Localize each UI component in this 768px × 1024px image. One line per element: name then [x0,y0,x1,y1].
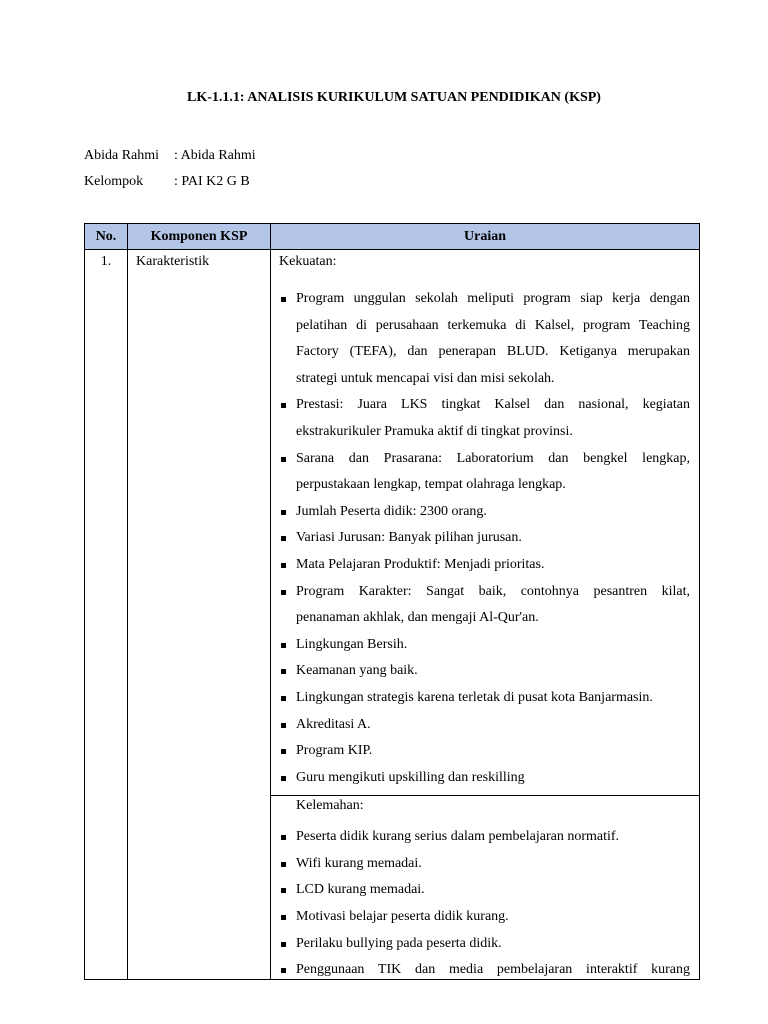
list-item [279,632,690,659]
list-item [279,738,690,765]
square-bullet-icon [281,536,286,541]
list-item-text: Program unggulan sekolah meliputi program siap kerja dengan pelatihan di perusahaan terkemuka di Kalsel, program Teaching Factory (TEFA), dan penerapan BLUD. Ketiganya merupakan strategi untuk mencapai visi dan misi sekolah. [296,291,690,386]
list-item-text: Keamanan yang baik. [296,663,418,679]
list-item-text: Penggunaan TIK dan media pembelajaran interaktif kurang [296,962,690,978]
list-item-text: Jumlah Peserta didik: 2300 orang. [296,503,487,519]
square-bullet-icon [281,510,286,515]
meta-name-value: : Abida Rahmi [174,148,256,163]
list-item [279,851,690,878]
square-bullet-icon [281,669,286,674]
weaknesses-list [279,824,690,979]
weaknesses-cell [271,796,700,980]
header-description: Uraian [271,224,700,250]
strengths-list [279,286,690,795]
table-header-row [85,224,700,250]
square-bullet-icon [281,915,286,920]
square-bullet-icon [281,590,286,595]
list-item [279,765,690,792]
list-item [279,957,690,979]
meta-group-label: Kelompok [84,174,144,189]
list-item [279,579,690,632]
list-item-text: Wifi kurang memadai. [296,855,422,871]
header-no: No. [85,224,128,250]
square-bullet-icon [281,968,286,973]
square-bullet-icon [281,723,286,728]
square-bullet-icon [281,835,286,840]
list-item [279,877,690,904]
square-bullet-icon [281,643,286,648]
list-item-text: Sarana dan Prasarana: Laboratorium dan bengkel lengkap, perpustakaan lengkap, tempat olahraga lengkap. [296,450,690,493]
list-item-text: Perilaku bullying pada peserta didik. [296,935,502,951]
list-item [279,712,690,739]
list-item [279,904,690,931]
list-item [279,552,690,579]
list-item-text: Peserta didik kurang serius dalam pembelajaran normatif. [296,829,620,845]
list-item-text: Akreditasi A. [296,716,371,732]
document-meta [84,143,256,195]
list-item-text: Motivasi belajar peserta didik kurang. [296,909,509,925]
strengths-label: Kekuatan: [279,254,337,269]
list-item-text: Guru mengikuti upskilling dan reskilling [296,769,525,785]
list-item [279,446,690,499]
square-bullet-icon [281,297,286,302]
list-item [279,525,690,552]
header-component: Komponen KSP [128,224,271,250]
square-bullet-icon [281,888,286,893]
list-item [279,499,690,526]
weaknesses-label: Kelemahan: [296,798,364,814]
square-bullet-icon [281,942,286,947]
square-bullet-icon [281,403,286,408]
meta-group-value: : PAI K2 G B [174,174,250,189]
meta-row-name [84,143,256,169]
document-title: LK-1.1.1: ANALISIS KURIKULUM SATUAN PENDIDIKAN (KSP) [187,90,601,105]
list-item-text: Program Karakter: Sangat baik, contohnya pesantren kilat, penanaman akhlak, dan mengaji Al-Qur'an. [296,583,690,626]
row-number: 1. [85,250,128,980]
list-item [279,392,690,445]
square-bullet-icon [281,749,286,754]
list-item-text: Mata Pelajaran Produktif: Menjadi prioritas. [296,556,545,572]
square-bullet-icon [281,862,286,867]
square-bullet-icon [281,457,286,462]
list-item-text: Variasi Jurusan: Banyak pilihan jurusan. [296,530,522,546]
square-bullet-icon [281,696,286,701]
list-item [279,824,690,851]
meta-name-label: Abida Rahmi [84,148,160,163]
list-item [279,286,690,392]
list-item-text: LCD kurang memadai. [296,882,425,898]
strengths-cell [271,250,700,796]
list-item-text: Program KIP. [296,743,373,759]
meta-row-group [84,169,256,195]
row-component: Karakteristik [128,250,271,980]
list-item [279,658,690,685]
square-bullet-icon [281,563,286,568]
list-item [279,685,690,712]
list-item-text: Lingkungan Bersih. [296,636,408,652]
list-item [279,931,690,958]
square-bullet-icon [281,776,286,781]
list-item-text: Lingkungan strategis karena terletak di pusat kota Banjarmasin. [296,689,653,705]
table-row [85,250,700,796]
list-item-text: Prestasi: Juara LKS tingkat Kalsel dan nasional, kegiatan ekstrakurikuler Pramuka aktif di tingkat provinsi. [296,397,690,439]
ksp-analysis-table [84,223,700,980]
